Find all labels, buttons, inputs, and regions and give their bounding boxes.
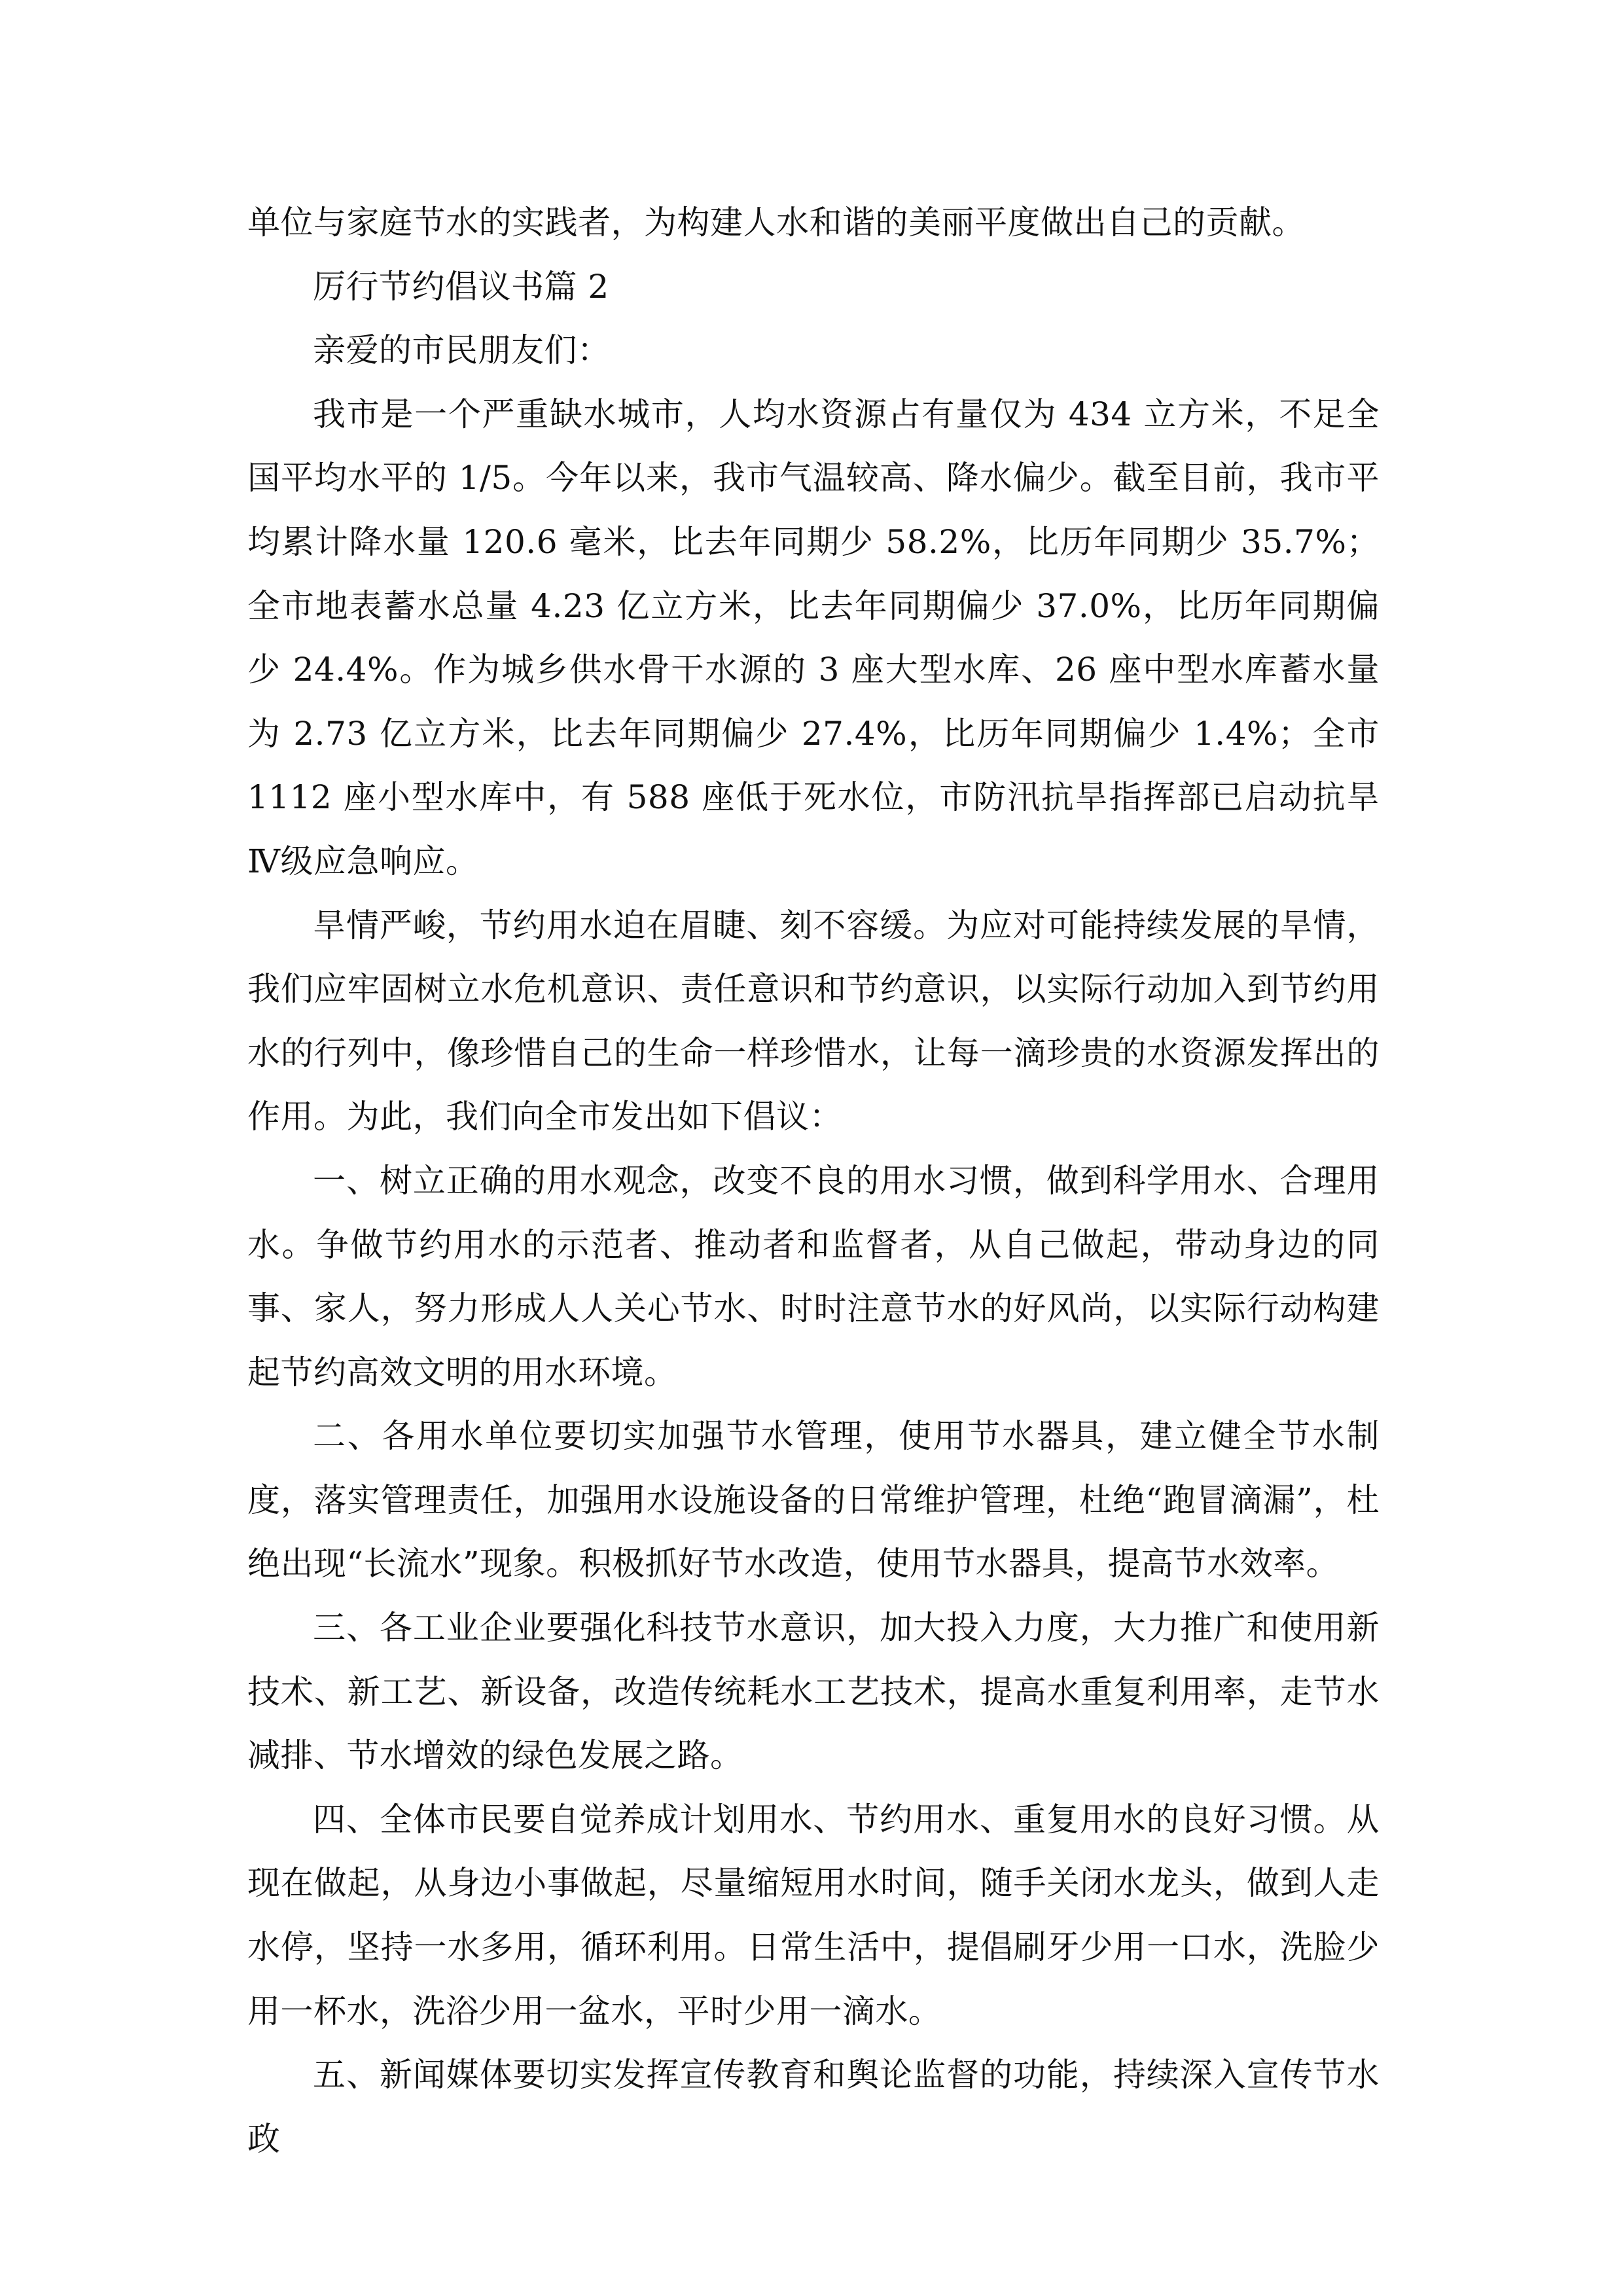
paragraph-water-situation: 我市是一个严重缺水城市，人均水资源占有量仅为 434 立方米，不足全国平均水平的 1/5。今年以来，我市气温较高、降水偏少。截至目前，我市平均累计降水量 120.6 毫米，比去年同期少 58.2%，比历年同期少 35.7%；全市地表蓄水总量 4.23 亿立方米，比去年同期偏少 37.0%，比历年同期偏少 24.4%。作为城乡供水骨干水源的 3 座大型水库、26 座中型水库蓄水量为 2.73 亿立方米，比去年同期偏少 27.4%，比历年同期偏少 1.4%；全市 1112 座小型水库中，有 588 座低于死水位，市防汛抗旱指挥部已启动抗旱Ⅳ级应急响应。 <box>247 395 1380 880</box>
body-text <box>247 191 1380 2171</box>
paragraph-proposal-1: 一、树立正确的用水观念，改变不良的用水习惯，做到科学用水、合理用水。争做节约用水的示范者、推动者和监督者，从自己做起，带动身边的同事、家人，努力形成人人关心节水、时时注意节水的好风尚，以实际行动构建起节约高效文明的用水环境。 <box>247 1161 1380 1391</box>
salutation: 亲爱的市民朋友们： <box>313 331 611 370</box>
paragraph-proposal-5: 五、新闻媒体要切实发挥宣传教育和舆论监督的功能，持续深入宣传节水政 <box>247 2056 1380 2158</box>
section-heading: 厉行节约倡议书篇 2 <box>313 267 609 306</box>
paragraph-proposal-3: 三、各工业企业要强化科技节水意识，加大投入力度，大力推广和使用新技术、新工艺、新设备，改造传统耗水工艺技术，提高水重复利用率，走节水减排、节水增效的绿色发展之路。 <box>247 1609 1380 1775</box>
paragraph-continuation: 单位与家庭节水的实践者，为构建人水和谐的美丽平度做出自己的贡献。 <box>247 204 1305 242</box>
paragraph-proposal-2: 二、各用水单位要切实加强节水管理，使用节水器具，建立健全节水制度，落实管理责任，加强用水设施设备的日常维护管理，杜绝“跑冒滴漏”，杜绝出现“长流水”现象。积极抓好节水改造，使用节水器具，提高节水效率。 <box>247 1417 1380 1583</box>
paragraph-drought-call: 旱情严峻，节约用水迫在眉睫、刻不容缓。为应对可能持续发展的旱情，我们应牢固树立水危机意识、责任意识和节约意识，以实际行动加入到节约用水的行列中，像珍惜自己的生命一样珍惜水，让每一滴珍贵的水资源发挥出的作用。为此，我们向全市发出如下倡议： <box>247 906 1380 1136</box>
paragraph-proposal-4: 四、全体市民要自觉养成计划用水、节约用水、重复用水的良好习惯。从现在做起，从身边小事做起，尽量缩短用水时间，随手关闭水龙头，做到人走水停，坚持一水多用，循环利用。日常生活中，提倡刷牙少用一口水，洗脸少用一杯水，洗浴少用一盆水，平时少用一滴水。 <box>247 1800 1380 2030</box>
